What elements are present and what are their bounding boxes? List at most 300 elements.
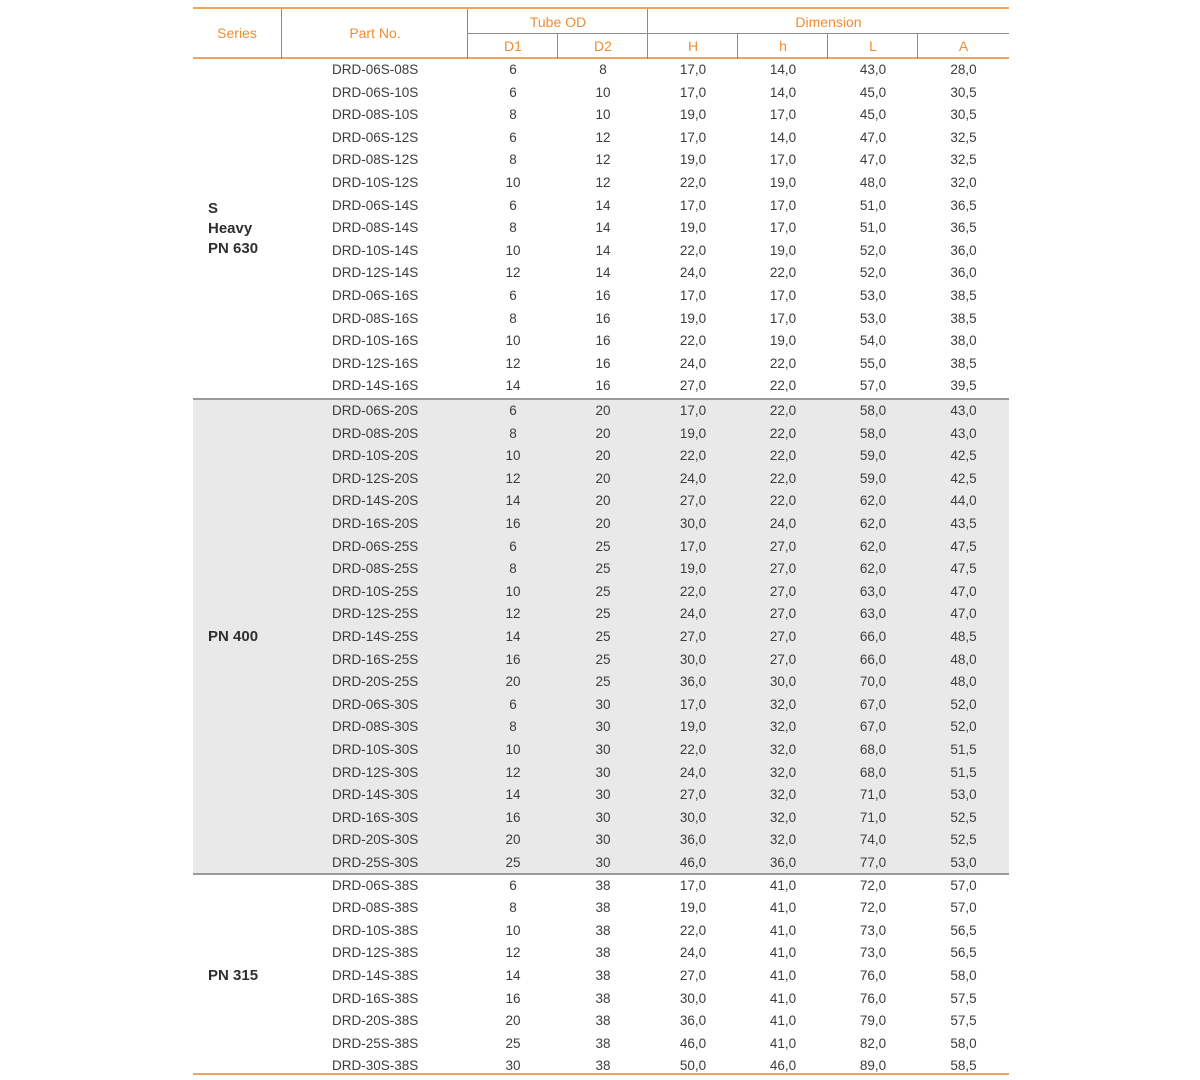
h-cell: 22,0 <box>769 403 797 418</box>
L-cell: 72,0 <box>859 900 887 916</box>
L-cell: 66,0 <box>859 629 887 644</box>
table-row <box>193 942 1009 965</box>
d2-cell: 20 <box>595 516 611 531</box>
L-cell: 52,0 <box>859 242 887 258</box>
table-row <box>193 149 1009 172</box>
h-cell: 22,0 <box>769 355 797 371</box>
H-cell: 36,0 <box>679 832 707 848</box>
d1-cell: 10 <box>505 742 521 757</box>
part-no-cell: DRD-06S-20S <box>332 403 419 418</box>
L-cell: 47,0 <box>859 129 887 145</box>
part-no-cell: DRD-06S-30S <box>332 696 419 712</box>
A-cell: 47,0 <box>950 606 977 622</box>
h-cell: 22,0 <box>769 265 797 281</box>
H-cell: 24,0 <box>679 606 707 622</box>
d2-cell: 38 <box>595 877 611 893</box>
h-cell: 32,0 <box>769 764 797 780</box>
d1-cell: 20 <box>505 832 521 848</box>
A-cell: 38,5 <box>950 288 977 303</box>
L-cell: 62,0 <box>859 493 887 509</box>
A-cell: 47,5 <box>950 561 977 577</box>
L-cell: 62,0 <box>859 538 887 554</box>
A-cell: 30,5 <box>950 107 977 123</box>
d1-cell: 10 <box>505 333 521 349</box>
A-cell: 44,0 <box>950 493 977 509</box>
H-cell: 22,0 <box>679 242 707 258</box>
part-no-cell: DRD-12S-38S <box>332 945 419 961</box>
d2-cell: 20 <box>595 493 611 509</box>
A-cell: 36,5 <box>950 220 977 236</box>
d2-cell: 16 <box>595 288 611 303</box>
d2-cell: 8 <box>599 62 607 77</box>
part-no-cell: DRD-08S-10S <box>332 107 419 123</box>
d2-cell: 25 <box>595 538 611 554</box>
L-cell: 73,0 <box>859 922 887 938</box>
part-no-cell: DRD-10S-12S <box>332 175 419 190</box>
part-no-cell: DRD-12S-14S <box>332 265 419 281</box>
H-cell: 19,0 <box>679 900 707 916</box>
L-cell: 47,0 <box>859 152 887 168</box>
d2-cell: 30 <box>595 832 611 848</box>
A-cell: 52,0 <box>950 696 977 712</box>
d2-cell: 12 <box>595 129 611 145</box>
table-row <box>193 920 1009 943</box>
table-row <box>193 513 1009 536</box>
part-no-cell: DRD-06S-14S <box>332 197 419 213</box>
d1-cell: 6 <box>509 877 517 893</box>
part-no-cell: DRD-16S-20S <box>332 516 419 531</box>
table-row <box>193 82 1009 105</box>
header-d1: D1 <box>504 38 522 54</box>
H-cell: 27,0 <box>679 787 707 803</box>
H-cell: 46,0 <box>679 855 707 870</box>
part-no-cell: DRD-10S-38S <box>332 922 419 938</box>
table-row <box>193 59 1009 82</box>
part-no-cell: DRD-06S-08S <box>332 62 419 77</box>
H-cell: 24,0 <box>679 355 707 371</box>
A-cell: 57,0 <box>950 877 977 893</box>
d2-cell: 16 <box>595 333 611 349</box>
H-cell: 30,0 <box>679 990 707 1006</box>
header-divider <box>917 33 918 59</box>
L-cell: 71,0 <box>859 809 887 825</box>
part-no-cell: DRD-06S-10S <box>332 84 419 100</box>
L-cell: 76,0 <box>859 990 887 1006</box>
d1-cell: 8 <box>509 220 517 236</box>
d2-cell: 25 <box>595 606 611 622</box>
H-cell: 19,0 <box>679 107 707 123</box>
d1-cell: 20 <box>505 674 521 690</box>
d2-cell: 25 <box>595 561 611 577</box>
table-row <box>193 807 1009 830</box>
H-cell: 36,0 <box>679 674 707 690</box>
H-cell: 22,0 <box>679 583 707 599</box>
H-cell: 19,0 <box>679 310 707 326</box>
h-cell: 36,0 <box>769 855 797 870</box>
d2-cell: 38 <box>595 1013 611 1029</box>
d2-cell: 14 <box>595 265 611 281</box>
table-row <box>193 897 1009 920</box>
h-cell: 27,0 <box>769 606 797 622</box>
h-cell: 14,0 <box>769 84 797 100</box>
table-row <box>193 603 1009 626</box>
L-cell: 63,0 <box>859 606 887 622</box>
part-no-cell: DRD-08S-38S <box>332 900 419 916</box>
d2-cell: 38 <box>595 1035 611 1051</box>
h-cell: 32,0 <box>769 719 797 735</box>
table-row <box>193 127 1009 150</box>
A-cell: 47,5 <box>950 538 977 554</box>
h-cell: 27,0 <box>769 561 797 577</box>
L-cell: 62,0 <box>859 561 887 577</box>
L-cell: 72,0 <box>859 877 887 893</box>
header-part-no: Part No. <box>349 25 401 41</box>
d2-cell: 38 <box>595 900 611 916</box>
d2-cell: 10 <box>595 84 611 100</box>
d2-cell: 14 <box>595 197 611 213</box>
h-cell: 32,0 <box>769 809 797 825</box>
table-row <box>193 375 1009 398</box>
series-group <box>193 398 1009 873</box>
table-row <box>193 716 1009 739</box>
d2-cell: 12 <box>595 175 611 190</box>
L-cell: 51,0 <box>859 220 887 236</box>
A-cell: 30,5 <box>950 84 977 100</box>
H-cell: 19,0 <box>679 220 707 236</box>
A-cell: 28,0 <box>950 62 977 77</box>
h-cell: 32,0 <box>769 832 797 848</box>
table-row <box>193 558 1009 581</box>
h-cell: 22,0 <box>769 493 797 509</box>
table-row <box>193 875 1009 898</box>
d2-cell: 30 <box>595 764 611 780</box>
L-cell: 55,0 <box>859 355 887 371</box>
A-cell: 58,0 <box>950 1035 977 1051</box>
table-row <box>193 285 1009 308</box>
A-cell: 43,0 <box>950 425 977 441</box>
h-cell: 27,0 <box>769 651 797 667</box>
table-row <box>193 104 1009 127</box>
d1-cell: 10 <box>505 242 521 258</box>
d1-cell: 14 <box>505 493 521 509</box>
d1-cell: 14 <box>505 629 521 644</box>
h-cell: 17,0 <box>769 220 797 236</box>
part-no-cell: DRD-12S-16S <box>332 355 419 371</box>
A-cell: 58,5 <box>950 1058 977 1074</box>
part-no-cell: DRD-20S-30S <box>332 832 419 848</box>
L-cell: 66,0 <box>859 651 887 667</box>
d2-cell: 20 <box>595 470 611 486</box>
H-cell: 17,0 <box>679 84 707 100</box>
H-cell: 36,0 <box>679 1013 707 1029</box>
A-cell: 47,0 <box>950 583 977 599</box>
part-no-cell: DRD-10S-25S <box>332 583 419 599</box>
A-cell: 48,0 <box>950 651 977 667</box>
L-cell: 45,0 <box>859 107 887 123</box>
L-cell: 45,0 <box>859 84 887 100</box>
d1-cell: 14 <box>505 787 521 803</box>
d1-cell: 6 <box>509 197 517 213</box>
d1-cell: 10 <box>505 583 521 599</box>
H-cell: 17,0 <box>679 62 707 77</box>
A-cell: 32,5 <box>950 152 977 168</box>
part-no-cell: DRD-10S-30S <box>332 742 419 757</box>
h-cell: 46,0 <box>769 1058 797 1074</box>
table-row <box>193 423 1009 446</box>
part-no-cell: DRD-08S-25S <box>332 561 419 577</box>
d2-cell: 20 <box>595 403 611 418</box>
A-cell: 48,0 <box>950 674 977 690</box>
d1-cell: 14 <box>505 967 521 983</box>
d2-cell: 25 <box>595 583 611 599</box>
part-no-cell: DRD-10S-14S <box>332 242 419 258</box>
table-row <box>193 694 1009 717</box>
d2-cell: 30 <box>595 809 611 825</box>
A-cell: 57,5 <box>950 1013 977 1029</box>
h-cell: 17,0 <box>769 107 797 123</box>
part-no-cell: DRD-14S-30S <box>332 787 419 803</box>
d2-cell: 25 <box>595 629 611 644</box>
d2-cell: 25 <box>595 651 611 667</box>
L-cell: 74,0 <box>859 832 887 848</box>
h-cell: 27,0 <box>769 538 797 554</box>
header-tube-od: Tube OD <box>529 14 587 30</box>
table-row <box>193 739 1009 762</box>
h-cell: 30,0 <box>769 674 797 690</box>
d2-cell: 30 <box>595 855 611 870</box>
H-cell: 27,0 <box>679 378 707 394</box>
part-no-cell: DRD-16S-38S <box>332 990 419 1006</box>
L-cell: 58,0 <box>859 425 887 441</box>
part-no-cell: DRD-08S-12S <box>332 152 419 168</box>
L-cell: 53,0 <box>859 288 887 303</box>
h-cell: 19,0 <box>769 333 797 349</box>
header-h: h <box>779 38 787 54</box>
d1-cell: 8 <box>509 107 517 123</box>
part-no-cell: DRD-14S-20S <box>332 493 419 509</box>
h-cell: 17,0 <box>769 310 797 326</box>
H-cell: 27,0 <box>679 967 707 983</box>
h-cell: 41,0 <box>769 922 797 938</box>
A-cell: 58,0 <box>950 967 977 983</box>
header-divider <box>281 9 282 59</box>
series-group <box>193 873 1009 1076</box>
part-no-cell: DRD-10S-20S <box>332 448 419 464</box>
header-series: Series <box>217 25 257 41</box>
d1-cell: 12 <box>505 470 521 486</box>
table-row <box>193 784 1009 807</box>
L-cell: 52,0 <box>859 265 887 281</box>
series-group <box>193 59 1009 398</box>
A-cell: 32,5 <box>950 129 977 145</box>
table-row <box>193 852 1009 875</box>
d2-cell: 30 <box>595 696 611 712</box>
part-no-cell: DRD-06S-38S <box>332 877 419 893</box>
A-cell: 43,5 <box>950 516 977 531</box>
h-cell: 27,0 <box>769 629 797 644</box>
h-cell: 24,0 <box>769 516 797 531</box>
table-bottom-rule <box>193 1073 1009 1075</box>
A-cell: 38,0 <box>950 333 977 349</box>
L-cell: 82,0 <box>859 1035 887 1051</box>
H-cell: 30,0 <box>679 809 707 825</box>
L-cell: 77,0 <box>859 855 887 870</box>
d1-cell: 10 <box>505 448 521 464</box>
table-row <box>193 965 1009 988</box>
d1-cell: 6 <box>509 538 517 554</box>
d1-cell: 20 <box>505 1013 521 1029</box>
part-no-cell: DRD-08S-20S <box>332 425 419 441</box>
H-cell: 17,0 <box>679 696 707 712</box>
d1-cell: 16 <box>505 651 521 667</box>
L-cell: 51,0 <box>859 197 887 213</box>
d1-cell: 8 <box>509 152 517 168</box>
h-cell: 22,0 <box>769 448 797 464</box>
d1-cell: 12 <box>505 265 521 281</box>
L-cell: 54,0 <box>859 333 887 349</box>
d1-cell: 12 <box>505 606 521 622</box>
h-cell: 41,0 <box>769 945 797 961</box>
part-no-cell: DRD-06S-16S <box>332 288 419 303</box>
d2-cell: 38 <box>595 990 611 1006</box>
h-cell: 19,0 <box>769 242 797 258</box>
table-row <box>193 172 1009 195</box>
H-cell: 22,0 <box>679 333 707 349</box>
h-cell: 17,0 <box>769 197 797 213</box>
d1-cell: 12 <box>505 764 521 780</box>
d1-cell: 14 <box>505 378 521 394</box>
A-cell: 32,0 <box>950 175 977 190</box>
table-row <box>193 330 1009 353</box>
h-cell: 22,0 <box>769 425 797 441</box>
d1-cell: 25 <box>505 1035 521 1051</box>
series-label-line: Heavy <box>208 219 253 237</box>
L-cell: 76,0 <box>859 967 887 983</box>
A-cell: 42,5 <box>950 470 977 486</box>
table-row <box>193 829 1009 852</box>
d1-cell: 8 <box>509 425 517 441</box>
A-cell: 57,5 <box>950 990 977 1006</box>
part-no-cell: DRD-30S-38S <box>332 1058 419 1074</box>
H-cell: 24,0 <box>679 470 707 486</box>
table-row <box>193 626 1009 649</box>
H-cell: 19,0 <box>679 561 707 577</box>
series-label-line: PN 315 <box>208 967 259 985</box>
A-cell: 53,0 <box>950 855 977 870</box>
H-cell: 17,0 <box>679 403 707 418</box>
part-no-cell: DRD-16S-30S <box>332 809 419 825</box>
d1-cell: 16 <box>505 809 521 825</box>
L-cell: 79,0 <box>859 1013 887 1029</box>
H-cell: 19,0 <box>679 719 707 735</box>
d1-cell: 30 <box>505 1058 521 1074</box>
table-row <box>193 988 1009 1011</box>
d2-cell: 25 <box>595 674 611 690</box>
L-cell: 70,0 <box>859 674 887 690</box>
d1-cell: 25 <box>505 855 521 870</box>
H-cell: 19,0 <box>679 425 707 441</box>
L-cell: 63,0 <box>859 583 887 599</box>
header-divider <box>557 33 558 59</box>
h-cell: 41,0 <box>769 1035 797 1051</box>
H-cell: 22,0 <box>679 922 707 938</box>
H-cell: 24,0 <box>679 945 707 961</box>
d2-cell: 16 <box>595 378 611 394</box>
part-no-cell: DRD-14S-16S <box>332 378 419 394</box>
h-cell: 14,0 <box>769 62 797 77</box>
part-no-cell: DRD-08S-30S <box>332 719 419 735</box>
d1-cell: 6 <box>509 129 517 145</box>
h-cell: 32,0 <box>769 742 797 757</box>
d2-cell: 38 <box>595 1058 611 1074</box>
A-cell: 48,5 <box>950 629 977 644</box>
table-row <box>193 445 1009 468</box>
d2-cell: 30 <box>595 742 611 757</box>
d1-cell: 8 <box>509 310 517 326</box>
H-cell: 17,0 <box>679 197 707 213</box>
A-cell: 53,0 <box>950 787 977 803</box>
H-cell: 17,0 <box>679 129 707 145</box>
A-cell: 38,5 <box>950 355 977 371</box>
H-cell: 24,0 <box>679 265 707 281</box>
table-row <box>193 195 1009 218</box>
H-cell: 50,0 <box>679 1058 707 1074</box>
d1-cell: 8 <box>509 900 517 916</box>
table-row <box>193 1010 1009 1033</box>
h-cell: 41,0 <box>769 967 797 983</box>
table-row <box>193 1033 1009 1056</box>
A-cell: 52,5 <box>950 809 977 825</box>
d1-cell: 6 <box>509 696 517 712</box>
h-cell: 41,0 <box>769 1013 797 1029</box>
header-L: L <box>869 38 877 54</box>
d2-cell: 38 <box>595 945 611 961</box>
table-row <box>193 353 1009 376</box>
d2-cell: 20 <box>595 448 611 464</box>
A-cell: 36,0 <box>950 265 977 281</box>
H-cell: 19,0 <box>679 152 707 168</box>
A-cell: 51,5 <box>950 742 977 757</box>
table-row <box>193 240 1009 263</box>
d1-cell: 16 <box>505 516 521 531</box>
h-cell: 22,0 <box>769 378 797 394</box>
part-no-cell: DRD-14S-25S <box>332 629 419 644</box>
A-cell: 56,5 <box>950 922 977 938</box>
H-cell: 27,0 <box>679 493 707 509</box>
d2-cell: 16 <box>595 310 611 326</box>
A-cell: 36,0 <box>950 242 977 258</box>
A-cell: 52,5 <box>950 832 977 848</box>
part-no-cell: DRD-16S-25S <box>332 651 419 667</box>
H-cell: 30,0 <box>679 516 707 531</box>
A-cell: 36,5 <box>950 197 977 213</box>
header-divider <box>827 33 828 59</box>
part-no-cell: DRD-12S-30S <box>332 764 419 780</box>
L-cell: 53,0 <box>859 310 887 326</box>
header-d2: D2 <box>594 38 612 54</box>
h-cell: 14,0 <box>769 129 797 145</box>
L-cell: 59,0 <box>859 470 887 486</box>
table-row <box>193 671 1009 694</box>
table-row <box>193 762 1009 785</box>
A-cell: 42,5 <box>950 448 977 464</box>
d2-cell: 14 <box>595 220 611 236</box>
header-divider <box>647 9 648 59</box>
h-cell: 22,0 <box>769 470 797 486</box>
H-cell: 24,0 <box>679 764 707 780</box>
d1-cell: 16 <box>505 990 521 1006</box>
d2-cell: 20 <box>595 425 611 441</box>
